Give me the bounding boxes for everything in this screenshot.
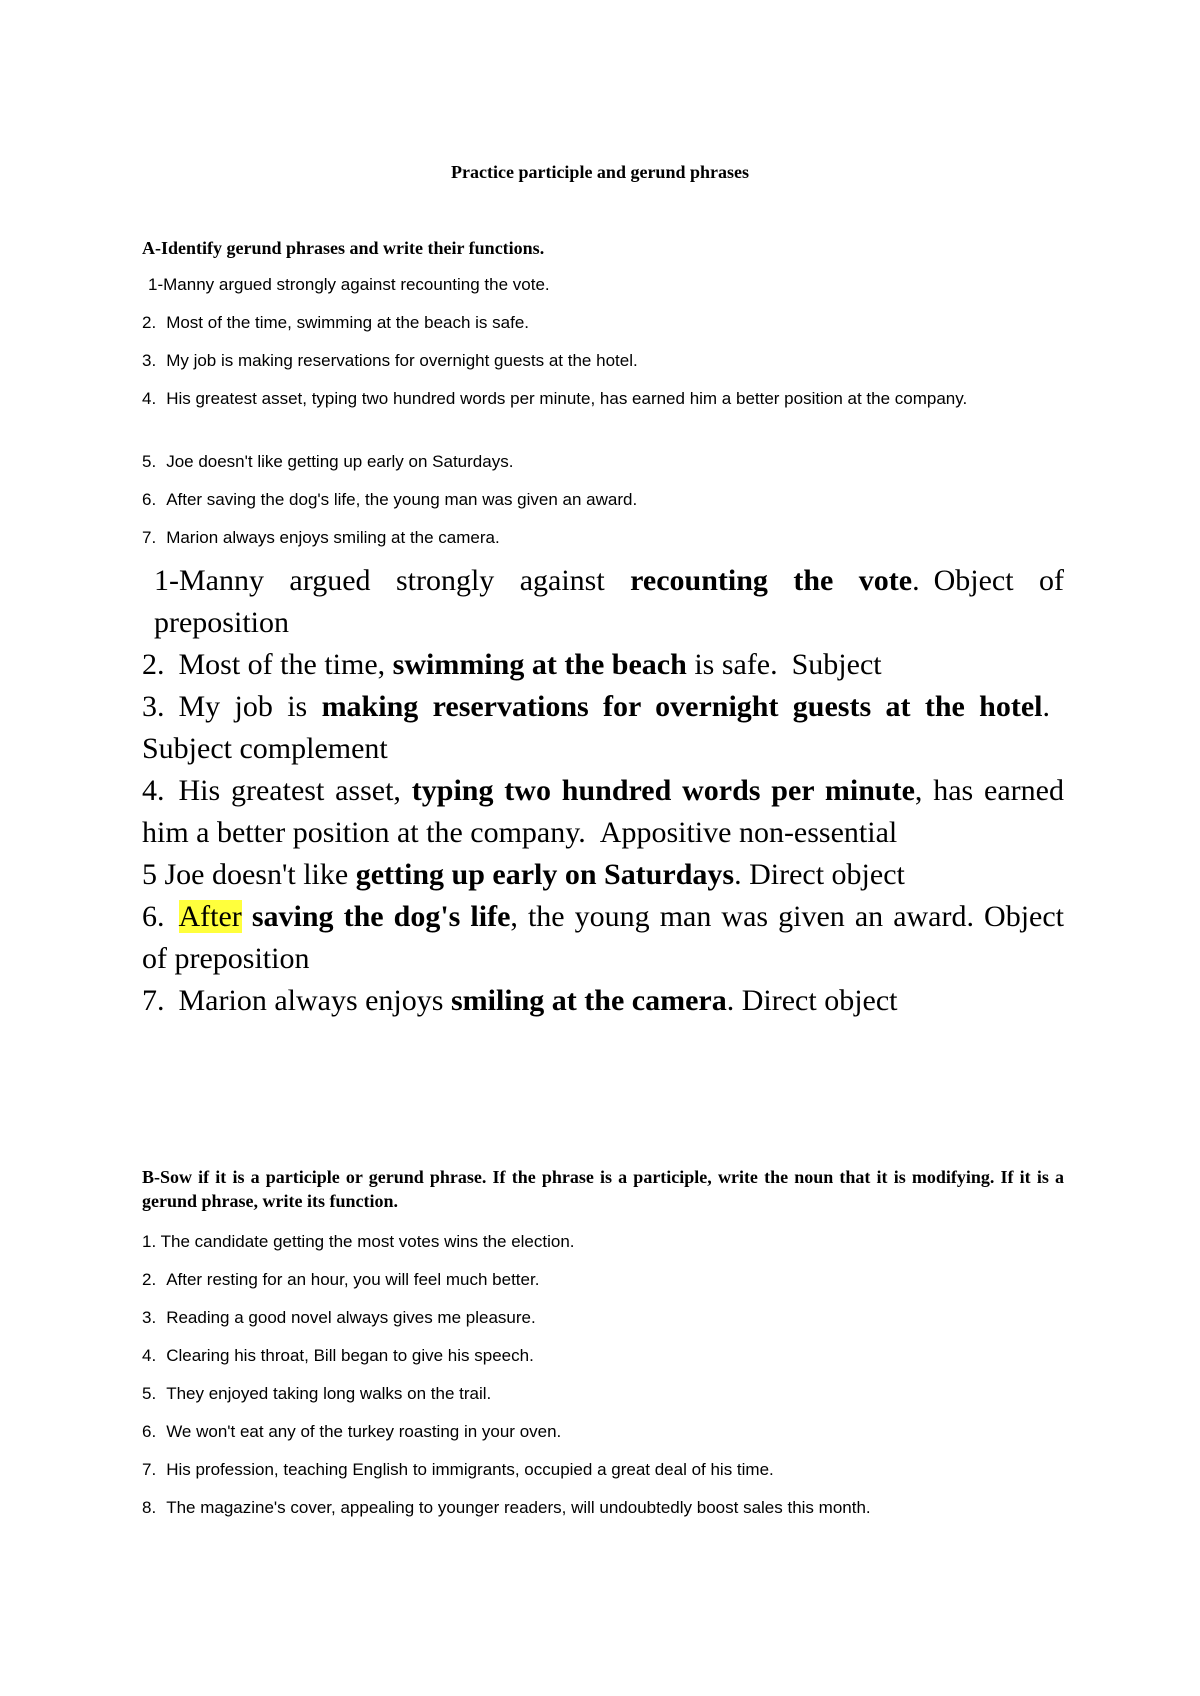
answer-function: Object of preposition (142, 900, 1065, 975)
question-text: We won't eat any of the turkey roasting in your oven. (166, 1422, 562, 1441)
answer-4 (142, 770, 1064, 854)
answer-block (142, 560, 1064, 1022)
answer-text: . (734, 858, 742, 891)
answer-6 (142, 896, 1064, 980)
question-text: Reading a good novel always gives me pleasure. (166, 1308, 536, 1327)
question-b-8 (142, 1496, 1062, 1520)
question-number: 5. (142, 452, 157, 471)
question-text: The candidate getting the most votes wins the election. (160, 1232, 575, 1251)
question-text: Most of the time, swimming at the beach is safe. (166, 313, 530, 332)
answer-5 (142, 854, 1064, 896)
answer-number: 4. (142, 774, 165, 807)
answer-number: 2. (142, 648, 165, 681)
question-text: Marion always enjoys smiling at the camera. (166, 528, 500, 547)
page-title: Practice participle and gerund phrases (451, 162, 749, 182)
question-b-2 (142, 1268, 1062, 1292)
question-a-2 (142, 311, 1062, 335)
question-number: 3. (142, 351, 157, 370)
answer-number: 7. (142, 984, 165, 1017)
answer-1 (142, 560, 1064, 644)
answer-text: Joe doesn't like (164, 858, 356, 891)
highlighted-word: After (178, 900, 242, 933)
gerund-phrase: getting up early on Saturdays (355, 858, 735, 891)
question-text: My job is making reservations for overnight guests at the hotel. (166, 351, 638, 370)
question-number: 4. (142, 1346, 157, 1365)
question-number: 1- (148, 275, 164, 294)
answer-text: Most of the time, (178, 648, 393, 681)
question-a-3 (142, 349, 1062, 373)
answer-7 (142, 980, 1064, 1022)
question-text: They enjoyed taking long walks on the trail. (166, 1384, 492, 1403)
question-text: The magazine's cover, appealing to younger readers, will undoubtedly boost sales this month. (166, 1498, 871, 1517)
section-a-heading: A-Identify gerund phrases and write their functions. (142, 238, 545, 258)
answer-text: , has earned him a better position at the company. (142, 774, 1064, 849)
gerund-phrase: smiling at the camera (450, 984, 727, 1017)
question-number: 8. (142, 1498, 157, 1517)
answer-text: . (1042, 690, 1050, 723)
question-b-1 (142, 1230, 1062, 1254)
answer-text: Manny argued strongly against (179, 564, 631, 597)
question-a-4 (142, 387, 1062, 411)
question-number: 5. (142, 1384, 157, 1403)
answer-function: Appositive non-essential (599, 816, 898, 849)
question-a-5 (142, 450, 1062, 474)
question-number: 4. (142, 389, 157, 408)
answer-2 (142, 644, 1064, 686)
question-b-7 (142, 1458, 1062, 1482)
answer-function: Object of preposition (154, 564, 1064, 639)
answer-function: Direct object (749, 858, 905, 891)
answer-text: , the young man was given an award. (510, 900, 974, 933)
question-number: 7. (142, 1460, 157, 1479)
question-text: Joe doesn't like getting up early on Saturdays. (166, 452, 514, 471)
gerund-phrase: typing two hundred words per minute (411, 774, 915, 807)
question-a-1 (148, 273, 1068, 297)
answer-number: 6. (142, 900, 165, 933)
answer-function: Subject complement (142, 732, 388, 765)
section-b-heading: B-Sow if it is a participle or gerund phrase. If the phrase is a participle, write the noun that it is modifying. If it is a gerund phrase, write its function. (142, 1167, 1064, 1211)
question-text: Manny argued strongly against recounting the vote. (163, 275, 550, 294)
gerund-phrase: recounting the vote (630, 564, 913, 597)
question-b-6 (142, 1420, 1062, 1444)
question-text: His greatest asset, typing two hundred words per minute, has earned him a better position at the company. (166, 389, 968, 408)
question-text: Clearing his throat, Bill began to give his speech. (166, 1346, 534, 1365)
question-number: 2. (142, 1270, 157, 1289)
answer-text: . (726, 984, 735, 1017)
question-text: After resting for an hour, you will feel much better. (166, 1270, 540, 1289)
answer-text: Marion always enjoys (178, 984, 451, 1017)
question-number: 6. (142, 490, 157, 509)
gerund-phrase: swimming at the beach (392, 648, 687, 681)
answer-text: . (912, 564, 920, 597)
gerund-phrase: saving the dog's life (251, 900, 511, 933)
question-b-5 (142, 1382, 1062, 1406)
question-number: 1. (142, 1232, 157, 1251)
question-b-3 (142, 1306, 1062, 1330)
answer-number: 5 (142, 858, 157, 891)
answer-function: Subject (791, 648, 882, 681)
answer-text: is safe. (686, 648, 778, 681)
answer-number: 1- (154, 564, 179, 597)
question-number: 3. (142, 1308, 157, 1327)
question-text: His profession, teaching English to immigrants, occupied a great deal of his time. (166, 1460, 774, 1479)
question-number: 7. (142, 528, 157, 547)
answer-text: His greatest asset, (178, 774, 412, 807)
question-text: After saving the dog's life, the young man was given an award. (166, 490, 638, 509)
question-a-6 (142, 488, 1062, 512)
answer-3 (142, 686, 1064, 770)
question-number: 2. (142, 313, 157, 332)
gerund-phrase: making reservations for overnight guests at the hotel (321, 690, 1043, 723)
answer-text: My job is (178, 690, 322, 723)
answer-number: 3. (142, 690, 165, 723)
question-number: 6. (142, 1422, 157, 1441)
question-b-4 (142, 1344, 1062, 1368)
answer-function: Direct object (741, 984, 898, 1017)
question-a-7 (142, 526, 1062, 550)
